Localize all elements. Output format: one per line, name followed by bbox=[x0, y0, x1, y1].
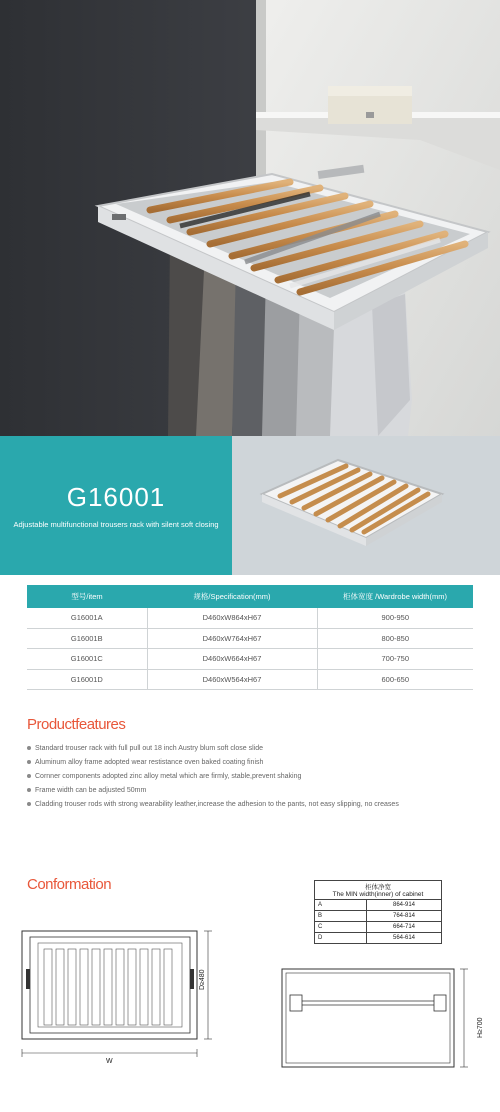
bullet-icon bbox=[27, 774, 31, 778]
conformation-title: Conformation bbox=[27, 876, 112, 893]
bullet-icon bbox=[27, 788, 31, 792]
cell-size: A bbox=[315, 900, 367, 911]
column-header-wardrobe-width: 柜体宽度 /Wardrobe width(mm) bbox=[317, 585, 473, 608]
column-header-item: 型号/item bbox=[27, 585, 147, 608]
cell-min-width: 764-814 bbox=[367, 911, 442, 922]
cell-specification: D460xW664xH67 bbox=[147, 649, 317, 670]
top-view-drawing bbox=[18, 925, 218, 1075]
depth-dimension-label: D≥480 bbox=[199, 969, 206, 990]
width-dimension-label: W bbox=[106, 1058, 113, 1065]
table-row bbox=[27, 628, 473, 649]
feature-text: Standard trouser rack with full pull out 18 inch Austry blum soft close slide bbox=[35, 745, 263, 752]
table-row bbox=[27, 649, 473, 670]
features-title: Productfeatures bbox=[27, 716, 126, 733]
feature-item bbox=[27, 801, 399, 808]
bullet-icon bbox=[27, 760, 31, 764]
cell-min-width: 664-714 bbox=[367, 922, 442, 933]
cell-size: B bbox=[315, 911, 367, 922]
cell-specification: D460xW764xH67 bbox=[147, 628, 317, 649]
feature-item bbox=[27, 773, 301, 780]
cell-size: D bbox=[315, 933, 367, 944]
hero-product-photo bbox=[0, 0, 500, 436]
feature-text: Cladding trouser rods with strong wearability leather,increase the adhesion to the pants, not easy slipping, no creases bbox=[35, 801, 399, 808]
height-dimension-label: H≥700 bbox=[477, 1017, 484, 1038]
product-subtitle: Adjustable multifunctional trousers rack with silent soft closing bbox=[13, 520, 219, 529]
bullet-icon bbox=[27, 746, 31, 750]
feature-item bbox=[27, 787, 146, 794]
column-header-specification: 规格/Specification(mm) bbox=[147, 585, 317, 608]
table-row bbox=[27, 608, 473, 628]
feature-item bbox=[27, 759, 263, 766]
cell-item: G16001D bbox=[27, 669, 147, 690]
cell-size: C bbox=[315, 922, 367, 933]
min-width-table bbox=[314, 880, 442, 944]
rack-product-photo bbox=[232, 436, 500, 575]
feature-text: Frame width can be adjusted 50mm bbox=[35, 787, 147, 794]
cell-min-width: 864-914 bbox=[367, 900, 442, 911]
feature-item bbox=[27, 745, 263, 752]
rack-illustration bbox=[232, 436, 500, 575]
hero-illustration bbox=[0, 0, 500, 436]
table-row bbox=[315, 911, 442, 922]
table-row bbox=[315, 933, 442, 944]
cell-wardrobe-width: 700-750 bbox=[317, 649, 473, 670]
cell-wardrobe-width: 900-950 bbox=[317, 608, 473, 628]
table-row bbox=[315, 900, 442, 911]
table-header-row bbox=[27, 585, 473, 608]
bullet-icon bbox=[27, 802, 31, 806]
cell-wardrobe-width: 600-650 bbox=[317, 669, 473, 690]
front-view-drawing bbox=[276, 965, 476, 1075]
feature-text: Aluminum alloy frame adopted wear restistance oven baked coating finish bbox=[35, 759, 264, 766]
min-width-title-cn: 柜体净宽 bbox=[365, 884, 391, 891]
table-row bbox=[27, 669, 473, 690]
cell-item: G16001C bbox=[27, 649, 147, 670]
cell-wardrobe-width: 800-850 bbox=[317, 628, 473, 649]
cell-specification: D460xW564xH67 bbox=[147, 669, 317, 690]
model-number: G16001 bbox=[66, 482, 166, 512]
table-row bbox=[315, 922, 442, 933]
specification-table bbox=[27, 585, 473, 690]
feature-text: Cornner components adopted zinc alloy metal which are firmly, stable,prevent shaking bbox=[35, 773, 302, 780]
cell-specification: D460xW864xH67 bbox=[147, 608, 317, 628]
min-width-header-row bbox=[315, 881, 442, 900]
min-width-header bbox=[315, 881, 442, 900]
min-width-title-en: The MIN width(inner) of cabinet bbox=[332, 891, 424, 898]
cell-item: G16001B bbox=[27, 628, 147, 649]
cell-item: G16001A bbox=[27, 608, 147, 628]
cell-min-width: 564-614 bbox=[367, 933, 442, 944]
